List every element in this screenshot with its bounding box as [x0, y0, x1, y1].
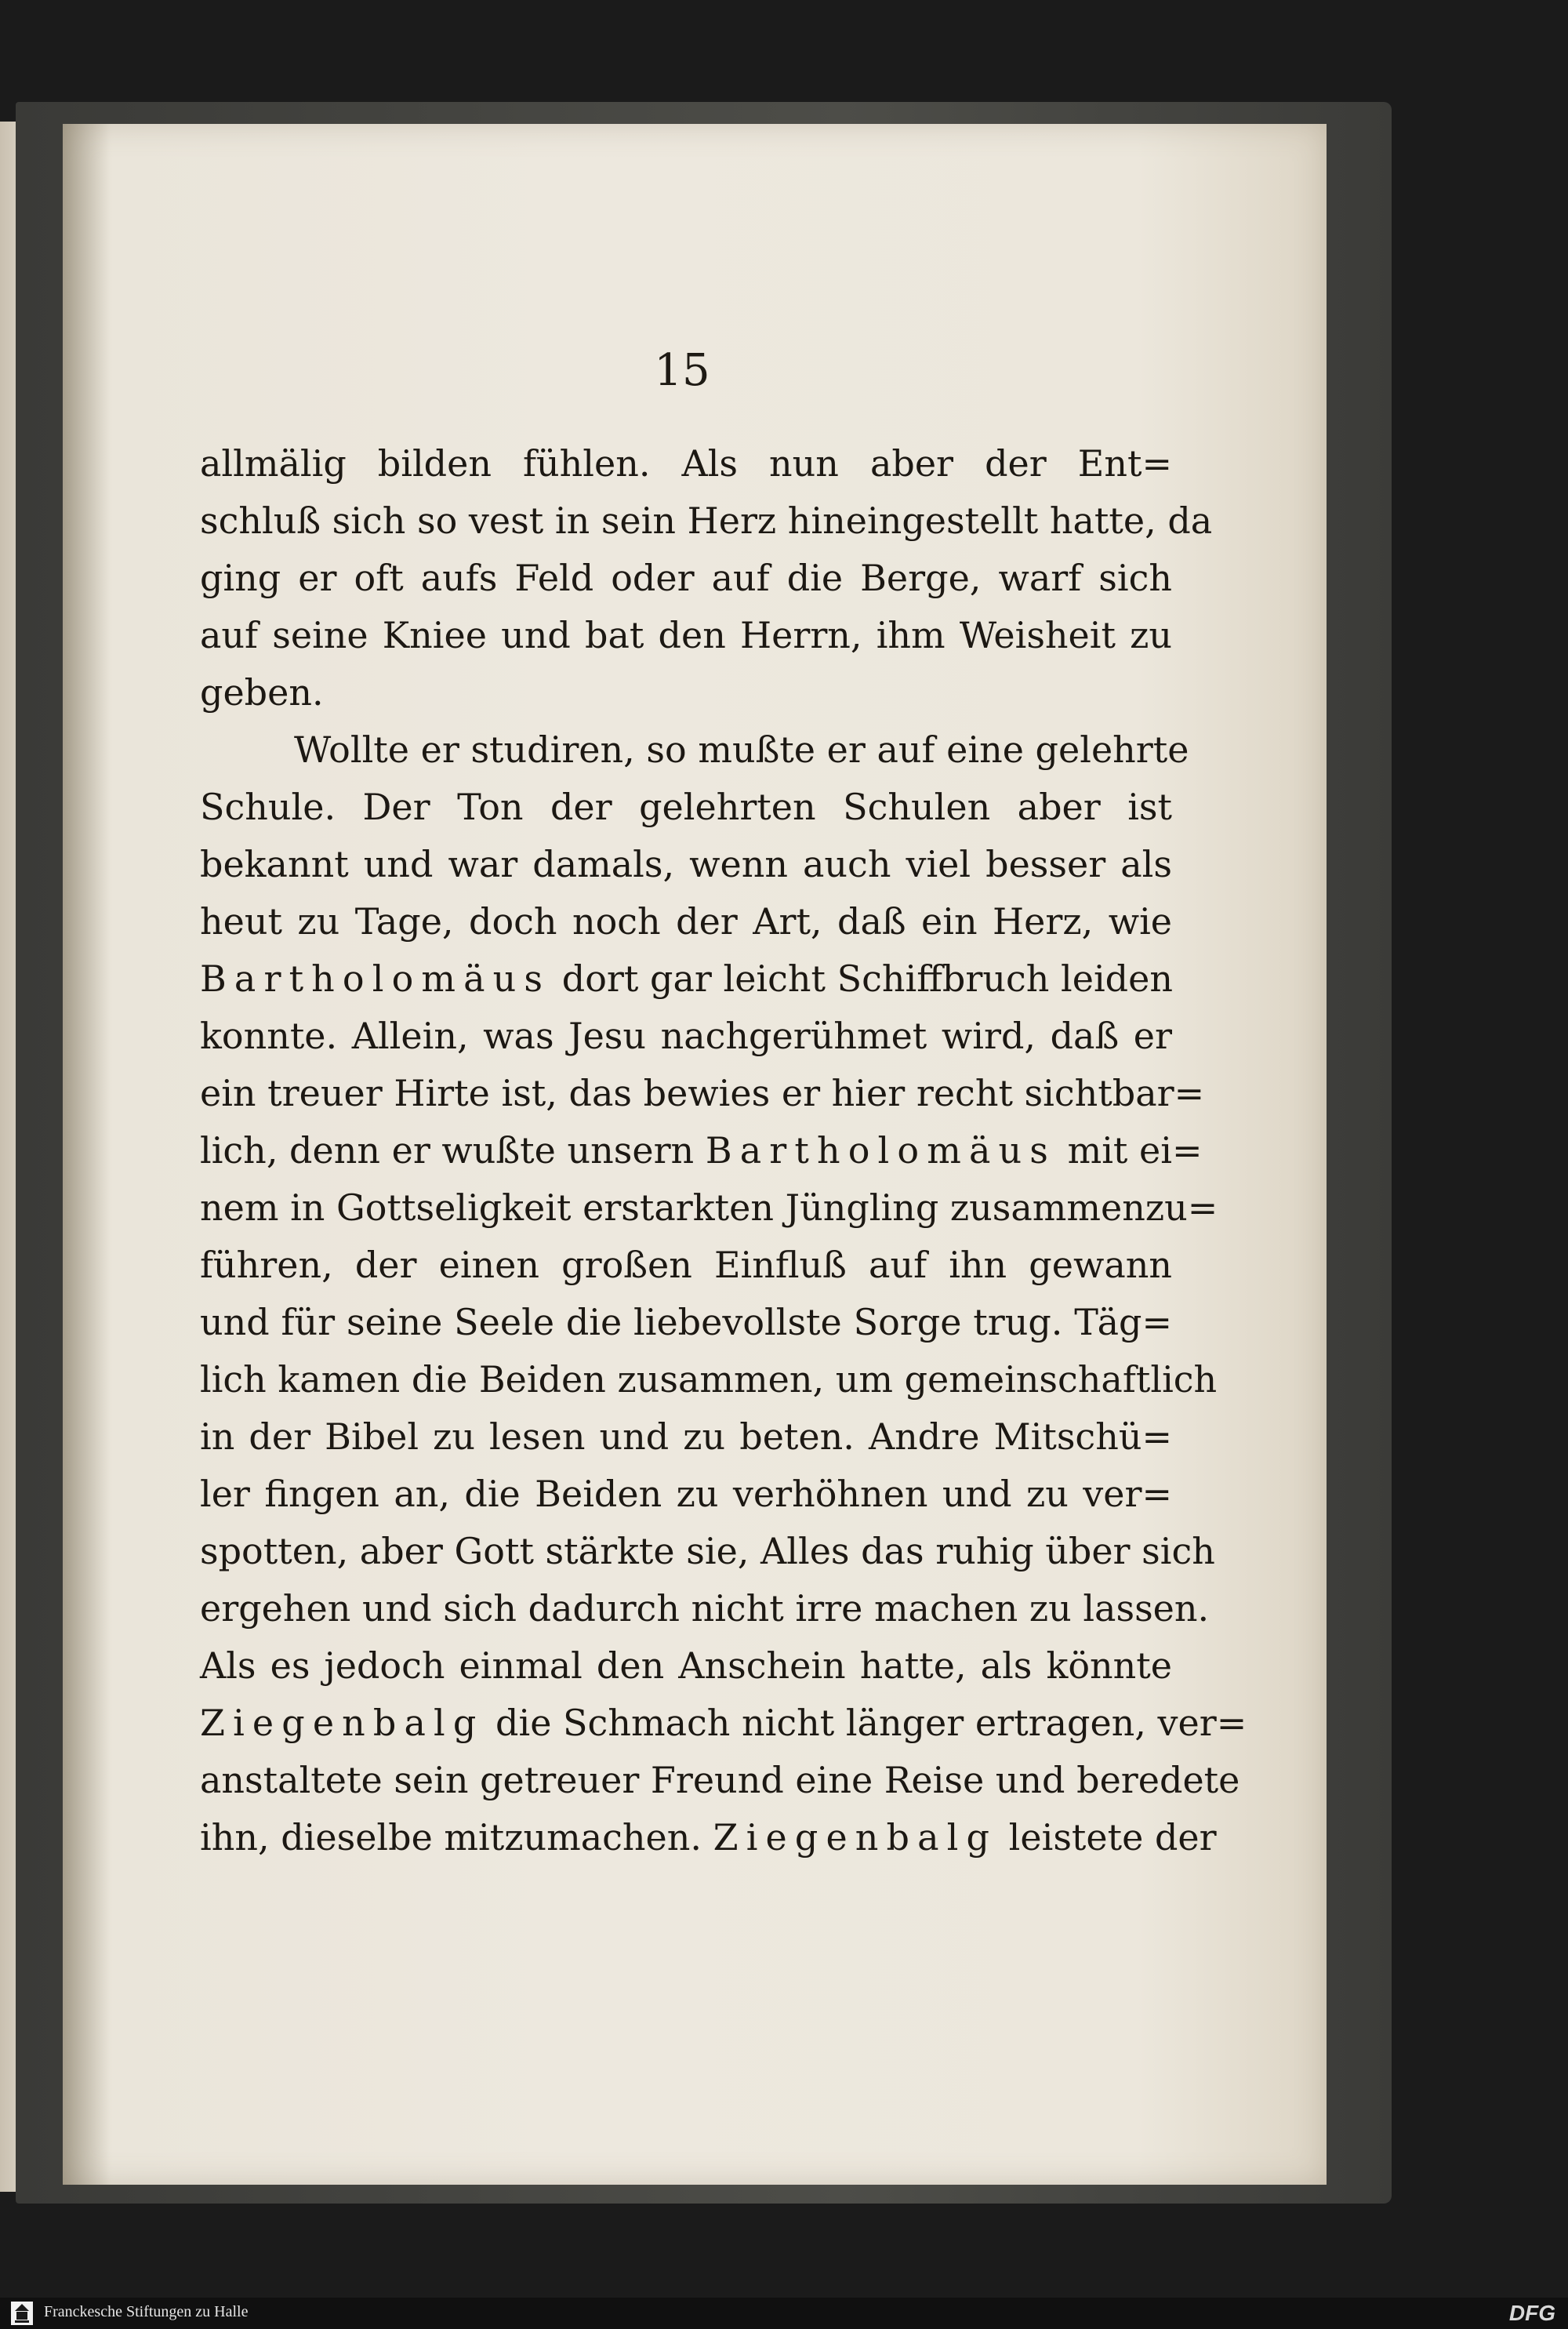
gutter-shadow	[63, 124, 110, 2185]
text-line	[200, 1466, 1172, 1523]
text-line	[200, 721, 1189, 779]
text-line	[200, 893, 1172, 950]
text-run: heut zu Tage, doch noch der Art, daß ein Herz, wie	[200, 900, 1172, 943]
text-line	[200, 1179, 1218, 1237]
text-line	[200, 492, 1213, 550]
text-run: ler fingen an, die Beiden zu verhöhnen und zu ver=	[200, 1473, 1172, 1515]
text-run: ein treuer Hirte ist, das bewies er hier recht sichtbar=	[200, 1072, 1205, 1114]
text-run: in der Bibel zu lesen und zu beten. Andre Mitschü=	[200, 1415, 1172, 1458]
text-run: anstaltete sein getreuer Freund eine Reise und beredete	[200, 1759, 1240, 1801]
spaced-name: Ziegenbalg	[713, 1816, 998, 1858]
spaced-name: Bartholomäus	[200, 957, 551, 1000]
text-run: geben.	[200, 671, 324, 714]
text-line	[200, 607, 1172, 664]
text-line	[200, 1294, 1172, 1351]
text-line	[200, 1008, 1172, 1065]
spaced-name: Bartholomäus	[705, 1129, 1056, 1172]
text-line	[200, 1695, 1247, 1752]
text-run: und für seine Seele die liebevollste Sorge trug. Täg=	[200, 1301, 1172, 1343]
institution-logo-icon	[11, 2302, 33, 2325]
text-run: schluß sich so vest in sein Herz hineingestellt hatte, da	[200, 500, 1213, 542]
page-number: 15	[654, 345, 710, 396]
text-run: spotten, aber Gott stärkte sie, Alles das ruhig über sich	[200, 1530, 1215, 1572]
text-run: Schule. Der Ton der gelehrten Schulen aber ist	[200, 786, 1172, 828]
text-line	[200, 1122, 1203, 1179]
text-line	[200, 1408, 1172, 1466]
text-run: führen, der einen großen Einfluß auf ihn gewann	[200, 1244, 1172, 1286]
text-run: nem in Gottseligkeit erstarkten Jüngling zusammenzu=	[200, 1186, 1218, 1229]
text-line	[200, 779, 1172, 836]
text-run: Als es jedoch einmal den Anschein hatte, als könnte	[200, 1644, 1172, 1687]
text-run: ging er oft aufs Feld oder auf die Berge, warf sich	[200, 557, 1172, 599]
text-line	[200, 836, 1172, 893]
text-run: dort gar leicht Schiffbruch leiden	[550, 957, 1173, 1000]
footer-institution-label: Franckesche Stiftungen zu Halle	[44, 2303, 249, 2320]
text-line	[200, 550, 1172, 607]
text-line	[200, 1637, 1172, 1695]
text-run: leistete der	[997, 1816, 1217, 1858]
text-run: lich kamen die Beiden zusammen, um gemeinschaftlich	[200, 1358, 1218, 1401]
text-line	[200, 664, 1172, 721]
text-line	[200, 1809, 1217, 1866]
text-line	[200, 1065, 1205, 1122]
text-line	[200, 1580, 1210, 1637]
footer-dfg-logo: DFG	[1508, 2301, 1555, 2325]
text-line	[200, 1237, 1172, 1294]
text-run: allmälig bilden fühlen. Als nun aber der Ent=	[200, 442, 1172, 485]
text-run: Wollte er studiren, so mußte er auf eine gelehrte	[294, 728, 1189, 771]
text-run: die Schmach nicht länger ertragen, ver=	[484, 1702, 1247, 1744]
text-run: konnte. Allein, was Jesu nachgerühmet wird, daß er	[200, 1015, 1172, 1057]
spaced-name: Ziegenbalg	[200, 1702, 485, 1744]
text-line	[200, 1351, 1218, 1408]
text-run: ihn, dieselbe mitzumachen.	[200, 1816, 713, 1858]
text-line	[200, 435, 1172, 492]
text-line	[200, 1523, 1215, 1580]
text-run: ergehen und sich dadurch nicht irre machen zu lassen.	[200, 1587, 1210, 1630]
text-run: mit ei=	[1055, 1129, 1203, 1172]
text-run: bekannt und war damals, wenn auch viel besser als	[200, 843, 1172, 885]
text-line	[200, 1752, 1240, 1809]
text-line	[200, 950, 1172, 1008]
body-text	[200, 435, 1247, 1866]
text-run: lich, denn er wußte unsern	[200, 1129, 706, 1172]
text-run: auf seine Kniee und bat den Herrn, ihm Weisheit zu	[200, 614, 1172, 656]
